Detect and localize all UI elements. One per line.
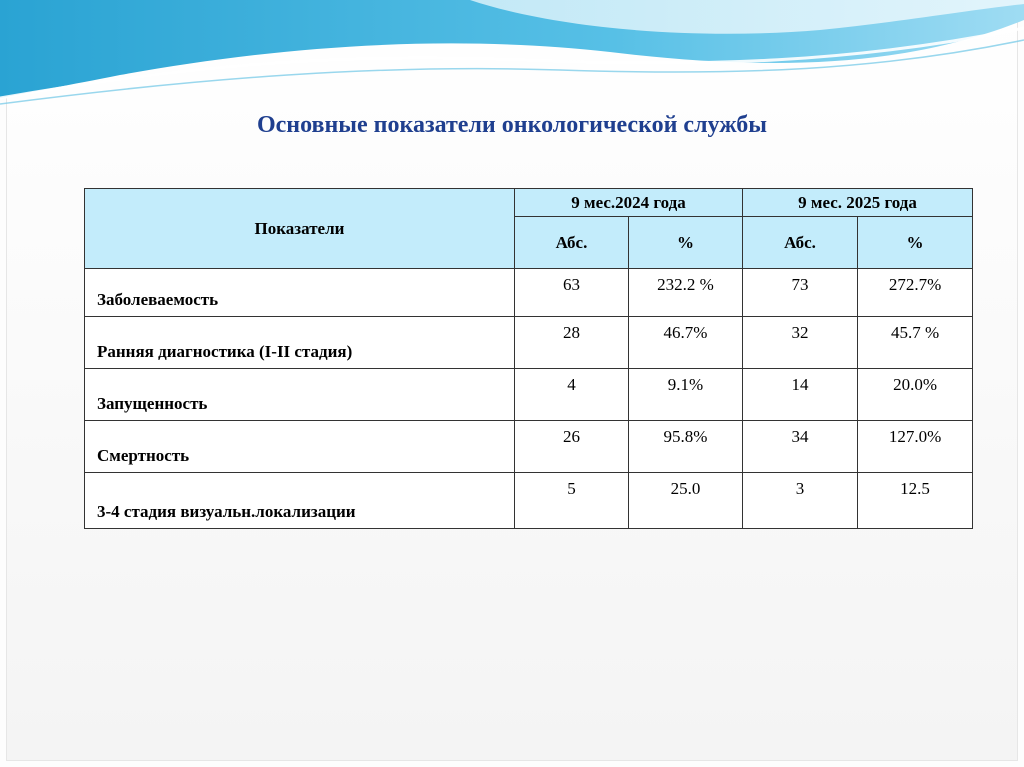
cell-pct-2025: 45.7 %	[858, 317, 973, 369]
header-period-2024: 9 мес.2024 года	[515, 189, 743, 217]
table-row	[85, 473, 973, 529]
cell-abs-2025: 34	[743, 421, 858, 473]
wave-decoration	[0, 0, 1024, 120]
cell-abs-2024: 26	[515, 421, 629, 473]
indicators-table	[84, 188, 973, 529]
header-pct-2024: %	[629, 217, 743, 269]
header-indicator: Показатели	[85, 189, 515, 269]
table-row	[85, 269, 973, 317]
header-abs-2024: Абс.	[515, 217, 629, 269]
cell-abs-2025: 73	[743, 269, 858, 317]
cell-abs-2024: 5	[515, 473, 629, 529]
table-row	[85, 421, 973, 473]
cell-abs-2025: 32	[743, 317, 858, 369]
row-label: 3-4 стадия визуальн.локализации	[85, 473, 515, 529]
cell-pct-2025: 12.5	[858, 473, 973, 529]
table-row	[85, 369, 973, 421]
cell-pct-2024: 46.7%	[629, 317, 743, 369]
header-pct-2025: %	[858, 217, 973, 269]
cell-abs-2024: 63	[515, 269, 629, 317]
row-label: Запущенность	[85, 369, 515, 421]
cell-abs-2025: 3	[743, 473, 858, 529]
cell-pct-2025: 272.7%	[858, 269, 973, 317]
row-label: Смертность	[85, 421, 515, 473]
cell-pct-2024: 9.1%	[629, 369, 743, 421]
header-period-2025: 9 мес. 2025 года	[743, 189, 973, 217]
cell-pct-2025: 127.0%	[858, 421, 973, 473]
cell-abs-2025: 14	[743, 369, 858, 421]
cell-pct-2025: 20.0%	[858, 369, 973, 421]
cell-pct-2024: 95.8%	[629, 421, 743, 473]
row-label: Заболеваемость	[85, 269, 515, 317]
page-title: Основные показатели онкологической службы	[256, 112, 768, 138]
cell-pct-2024: 232.2 %	[629, 269, 743, 317]
table-row	[85, 317, 973, 369]
row-label: Ранняя диагностика (I-II стадия)	[85, 317, 515, 369]
header-abs-2025: Абс.	[743, 217, 858, 269]
cell-abs-2024: 28	[515, 317, 629, 369]
cell-pct-2024: 25.0	[629, 473, 743, 529]
cell-abs-2024: 4	[515, 369, 629, 421]
